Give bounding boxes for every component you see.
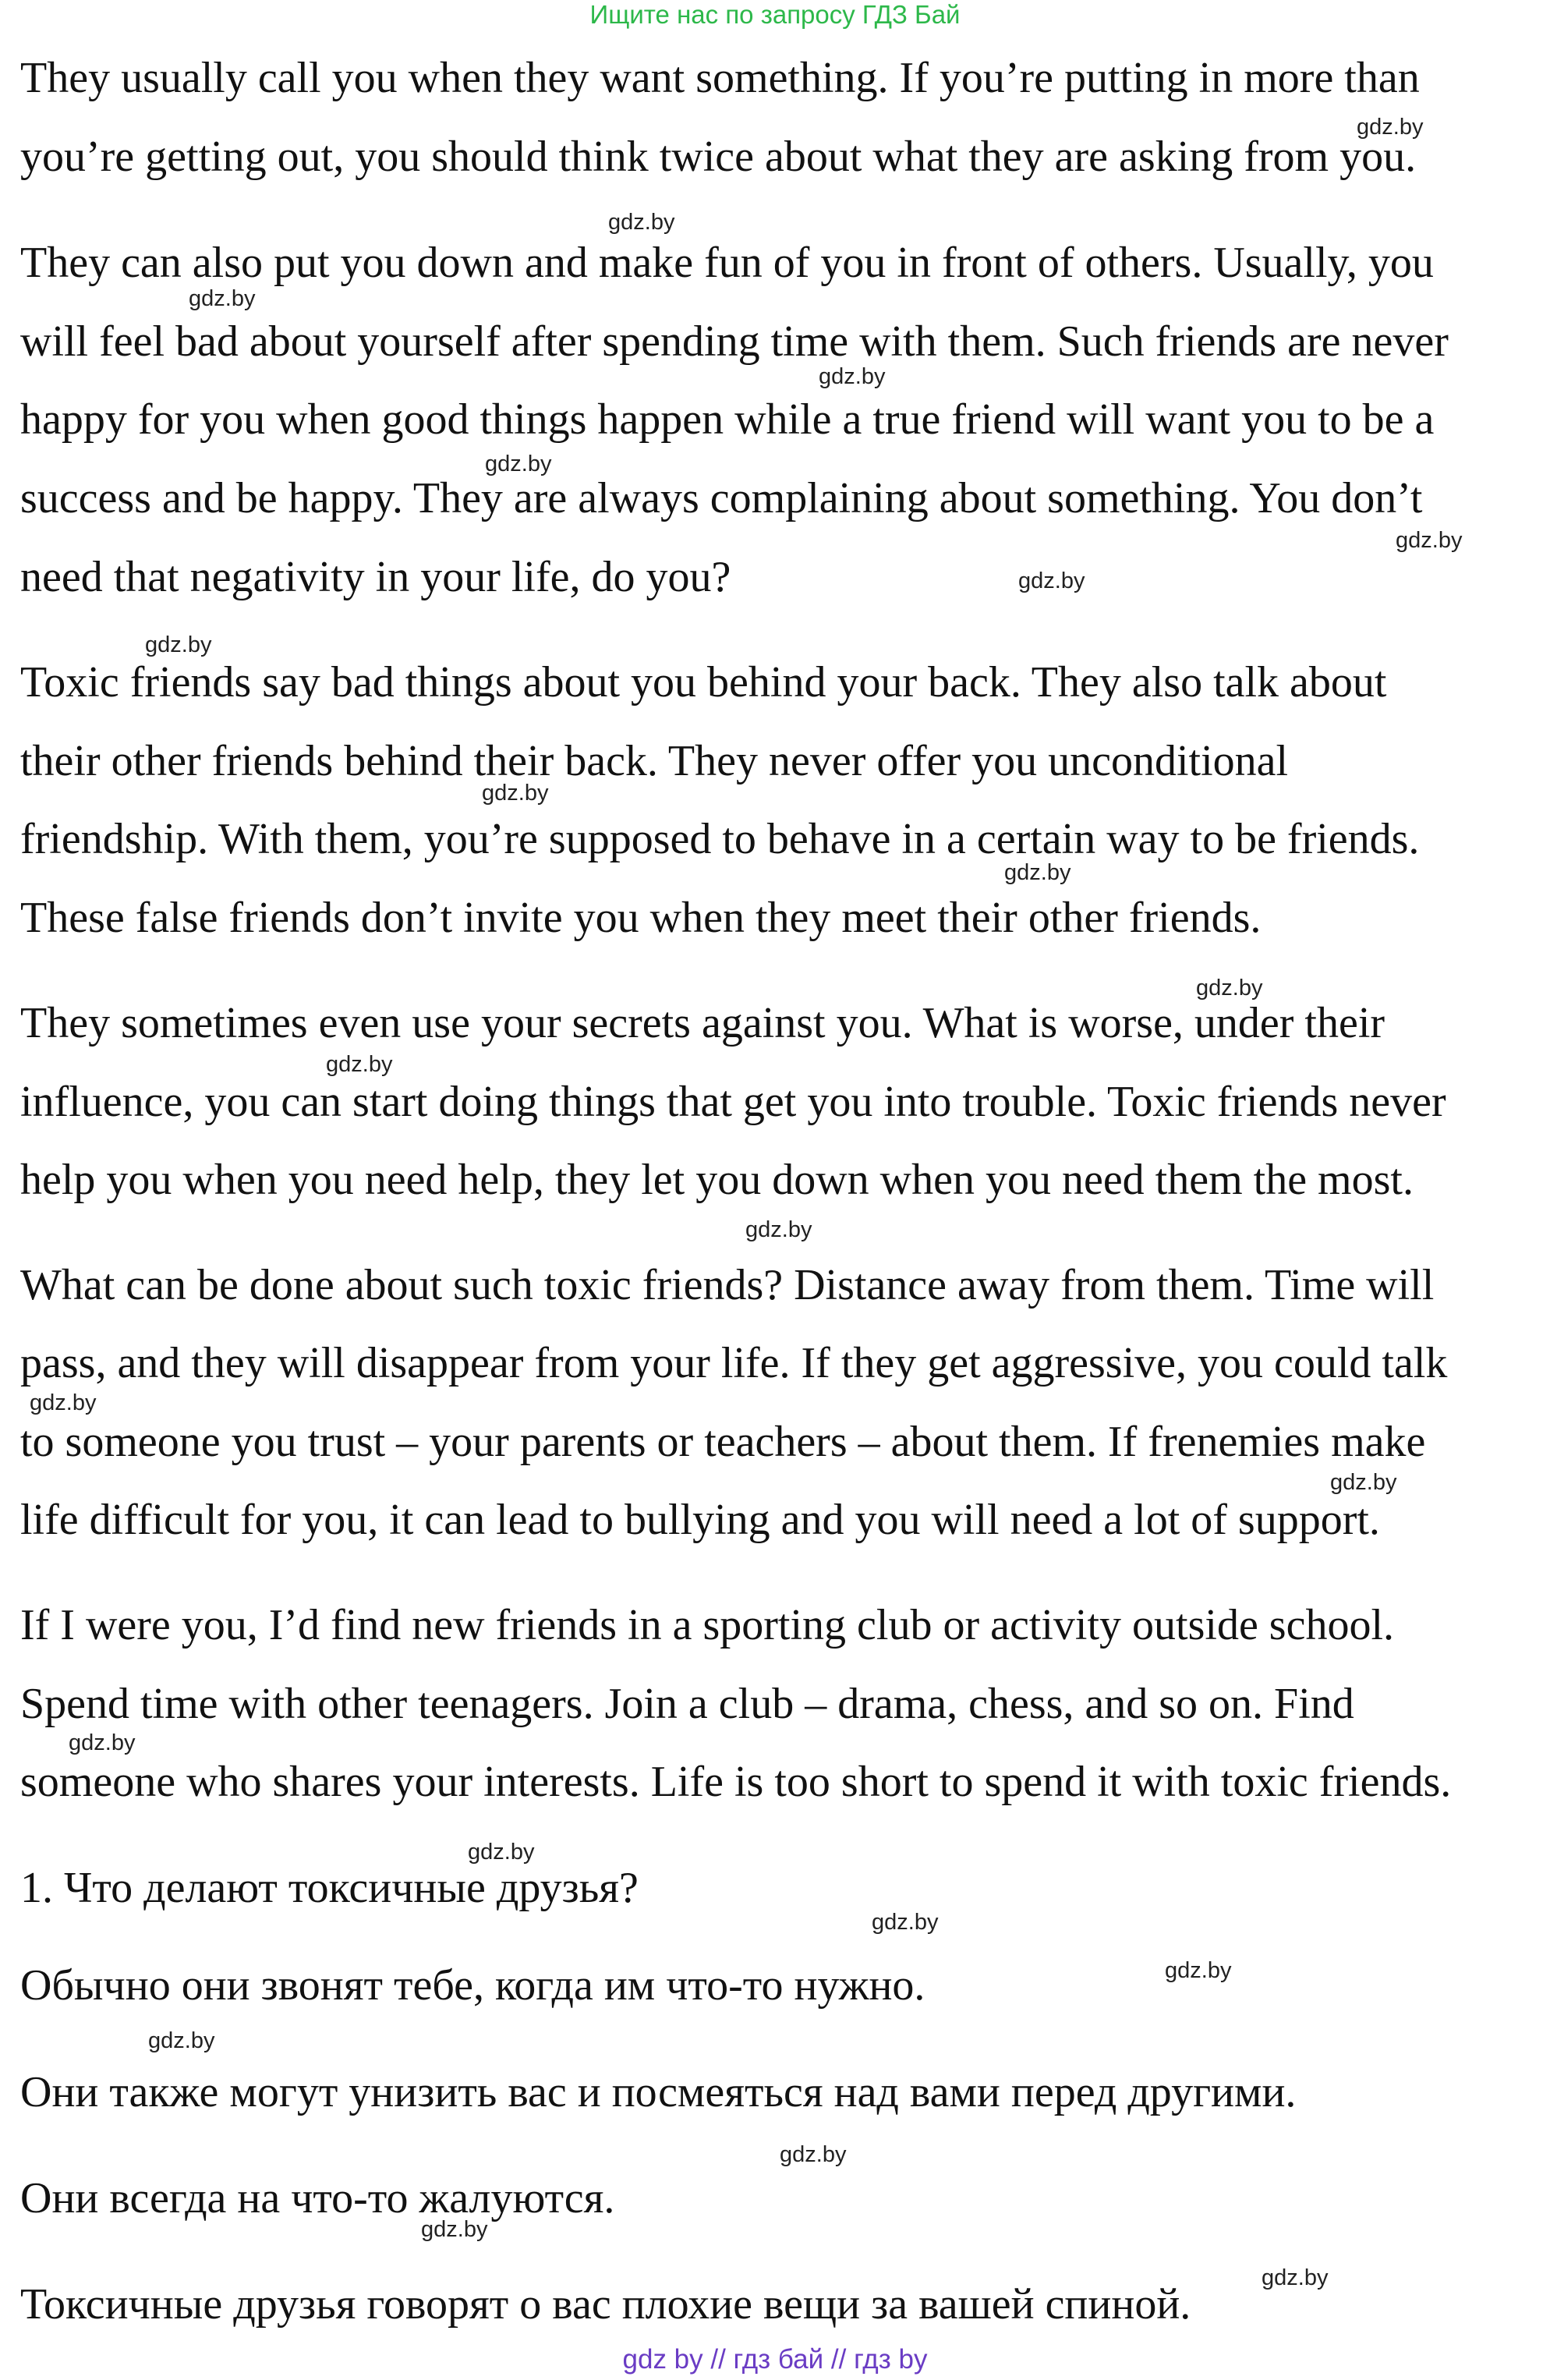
watermark: gdz.by <box>1165 1958 1232 1983</box>
text-line: happy for you when good things happen while a true friend will want you to be a <box>20 395 1435 444</box>
watermark: gdz.by <box>189 286 256 311</box>
text-line: They usually call you when they want something. If you’re putting in more than <box>20 54 1420 102</box>
answer-line: Они всегда на что-то жалуются. <box>20 2174 615 2222</box>
text-line: Spend time with other teenagers. Join a club – drama, chess, and so on. Find <box>20 1680 1354 1728</box>
text-line: you’re getting out, you should think twice about what they are asking from you. <box>20 133 1417 181</box>
text-line: help you when you need help, they let you down when you need them the most. <box>20 1156 1414 1204</box>
text-line: pass, and they will disappear from your life. If they get aggressive, you could talk <box>20 1339 1448 1387</box>
watermark: gdz.by <box>1330 1470 1397 1495</box>
text-line: These false friends don’t invite you when they meet their other friends. <box>20 894 1262 942</box>
watermark: gdz.by <box>1357 115 1424 140</box>
text-line: life difficult for you, it can lead to bullying and you will need a lot of support. <box>20 1496 1380 1544</box>
text-line: their other friends behind their back. They never offer you unconditional <box>20 737 1289 785</box>
watermark: gdz.by <box>468 1840 535 1865</box>
footer-links[interactable]: gdz by // гдз бай // гдз by <box>622 2344 928 2375</box>
watermark: gdz.by <box>1262 2265 1329 2290</box>
text-line: If I were you, I’d find new friends in a sporting club or activity outside school. <box>20 1601 1395 1649</box>
text-line: someone who shares your interests. Life is too short to spend it with toxic friends. <box>20 1758 1452 1806</box>
text-line: to someone you trust – your parents or teachers – about them. If frenemies make <box>20 1418 1426 1466</box>
watermark: gdz.by <box>780 2142 847 2167</box>
watermark: gdz.by <box>69 1730 136 1755</box>
text-line: Toxic friends say bad things about you behind your back. They also talk about <box>20 658 1387 707</box>
watermark: gdz.by <box>145 632 212 657</box>
text-line: friendship. With them, you’re supposed to behave in a certain way to be friends. <box>20 815 1420 863</box>
watermark: gdz.by <box>326 1052 393 1077</box>
watermark: gdz.by <box>482 781 549 806</box>
question-heading: 1. Что делают токсичные друзья? <box>20 1864 639 1912</box>
answer-line: Они также могут унизить вас и посмеяться над вами перед другими. <box>20 2068 1297 2116</box>
watermark: gdz.by <box>30 1390 97 1415</box>
watermark: gdz.by <box>819 364 886 389</box>
watermark: gdz.by <box>608 210 675 235</box>
watermark: gdz.by <box>745 1217 812 1242</box>
watermark: gdz.by <box>1018 568 1085 593</box>
answer-line: Токсичные друзья говорят о вас плохие вещи за вашей спиной. <box>20 2280 1191 2329</box>
watermark: gdz.by <box>1004 860 1071 885</box>
text-line: They sometimes even use your secrets against you. What is worse, under their <box>20 999 1385 1047</box>
watermark: gdz.by <box>485 452 552 476</box>
text-line: need that negativity in your life, do you? <box>20 553 731 601</box>
watermark: gdz.by <box>148 2028 215 2053</box>
watermark: gdz.by <box>1196 976 1263 1001</box>
answer-line: Обычно они звонят тебе, когда им что-то нужно. <box>20 1961 925 2010</box>
watermark: gdz.by <box>872 1910 939 1935</box>
text-line: What can be done about such toxic friends? Distance away from them. Time will <box>20 1261 1435 1309</box>
text-line: success and be happy. They are always complaining about something. You don’t <box>20 474 1423 522</box>
search-hint-link[interactable]: Ищите нас по запросу ГДЗ Бай <box>589 0 961 29</box>
text-line: will feel bad about yourself after spending time with them. Such friends are never <box>20 317 1449 366</box>
watermark: gdz.by <box>421 2217 488 2242</box>
watermark: gdz.by <box>1396 528 1463 553</box>
text-line: They can also put you down and make fun of you in front of others. Usually, you <box>20 239 1434 287</box>
text-line: influence, you can start doing things that get you into trouble. Toxic friends never <box>20 1078 1446 1126</box>
